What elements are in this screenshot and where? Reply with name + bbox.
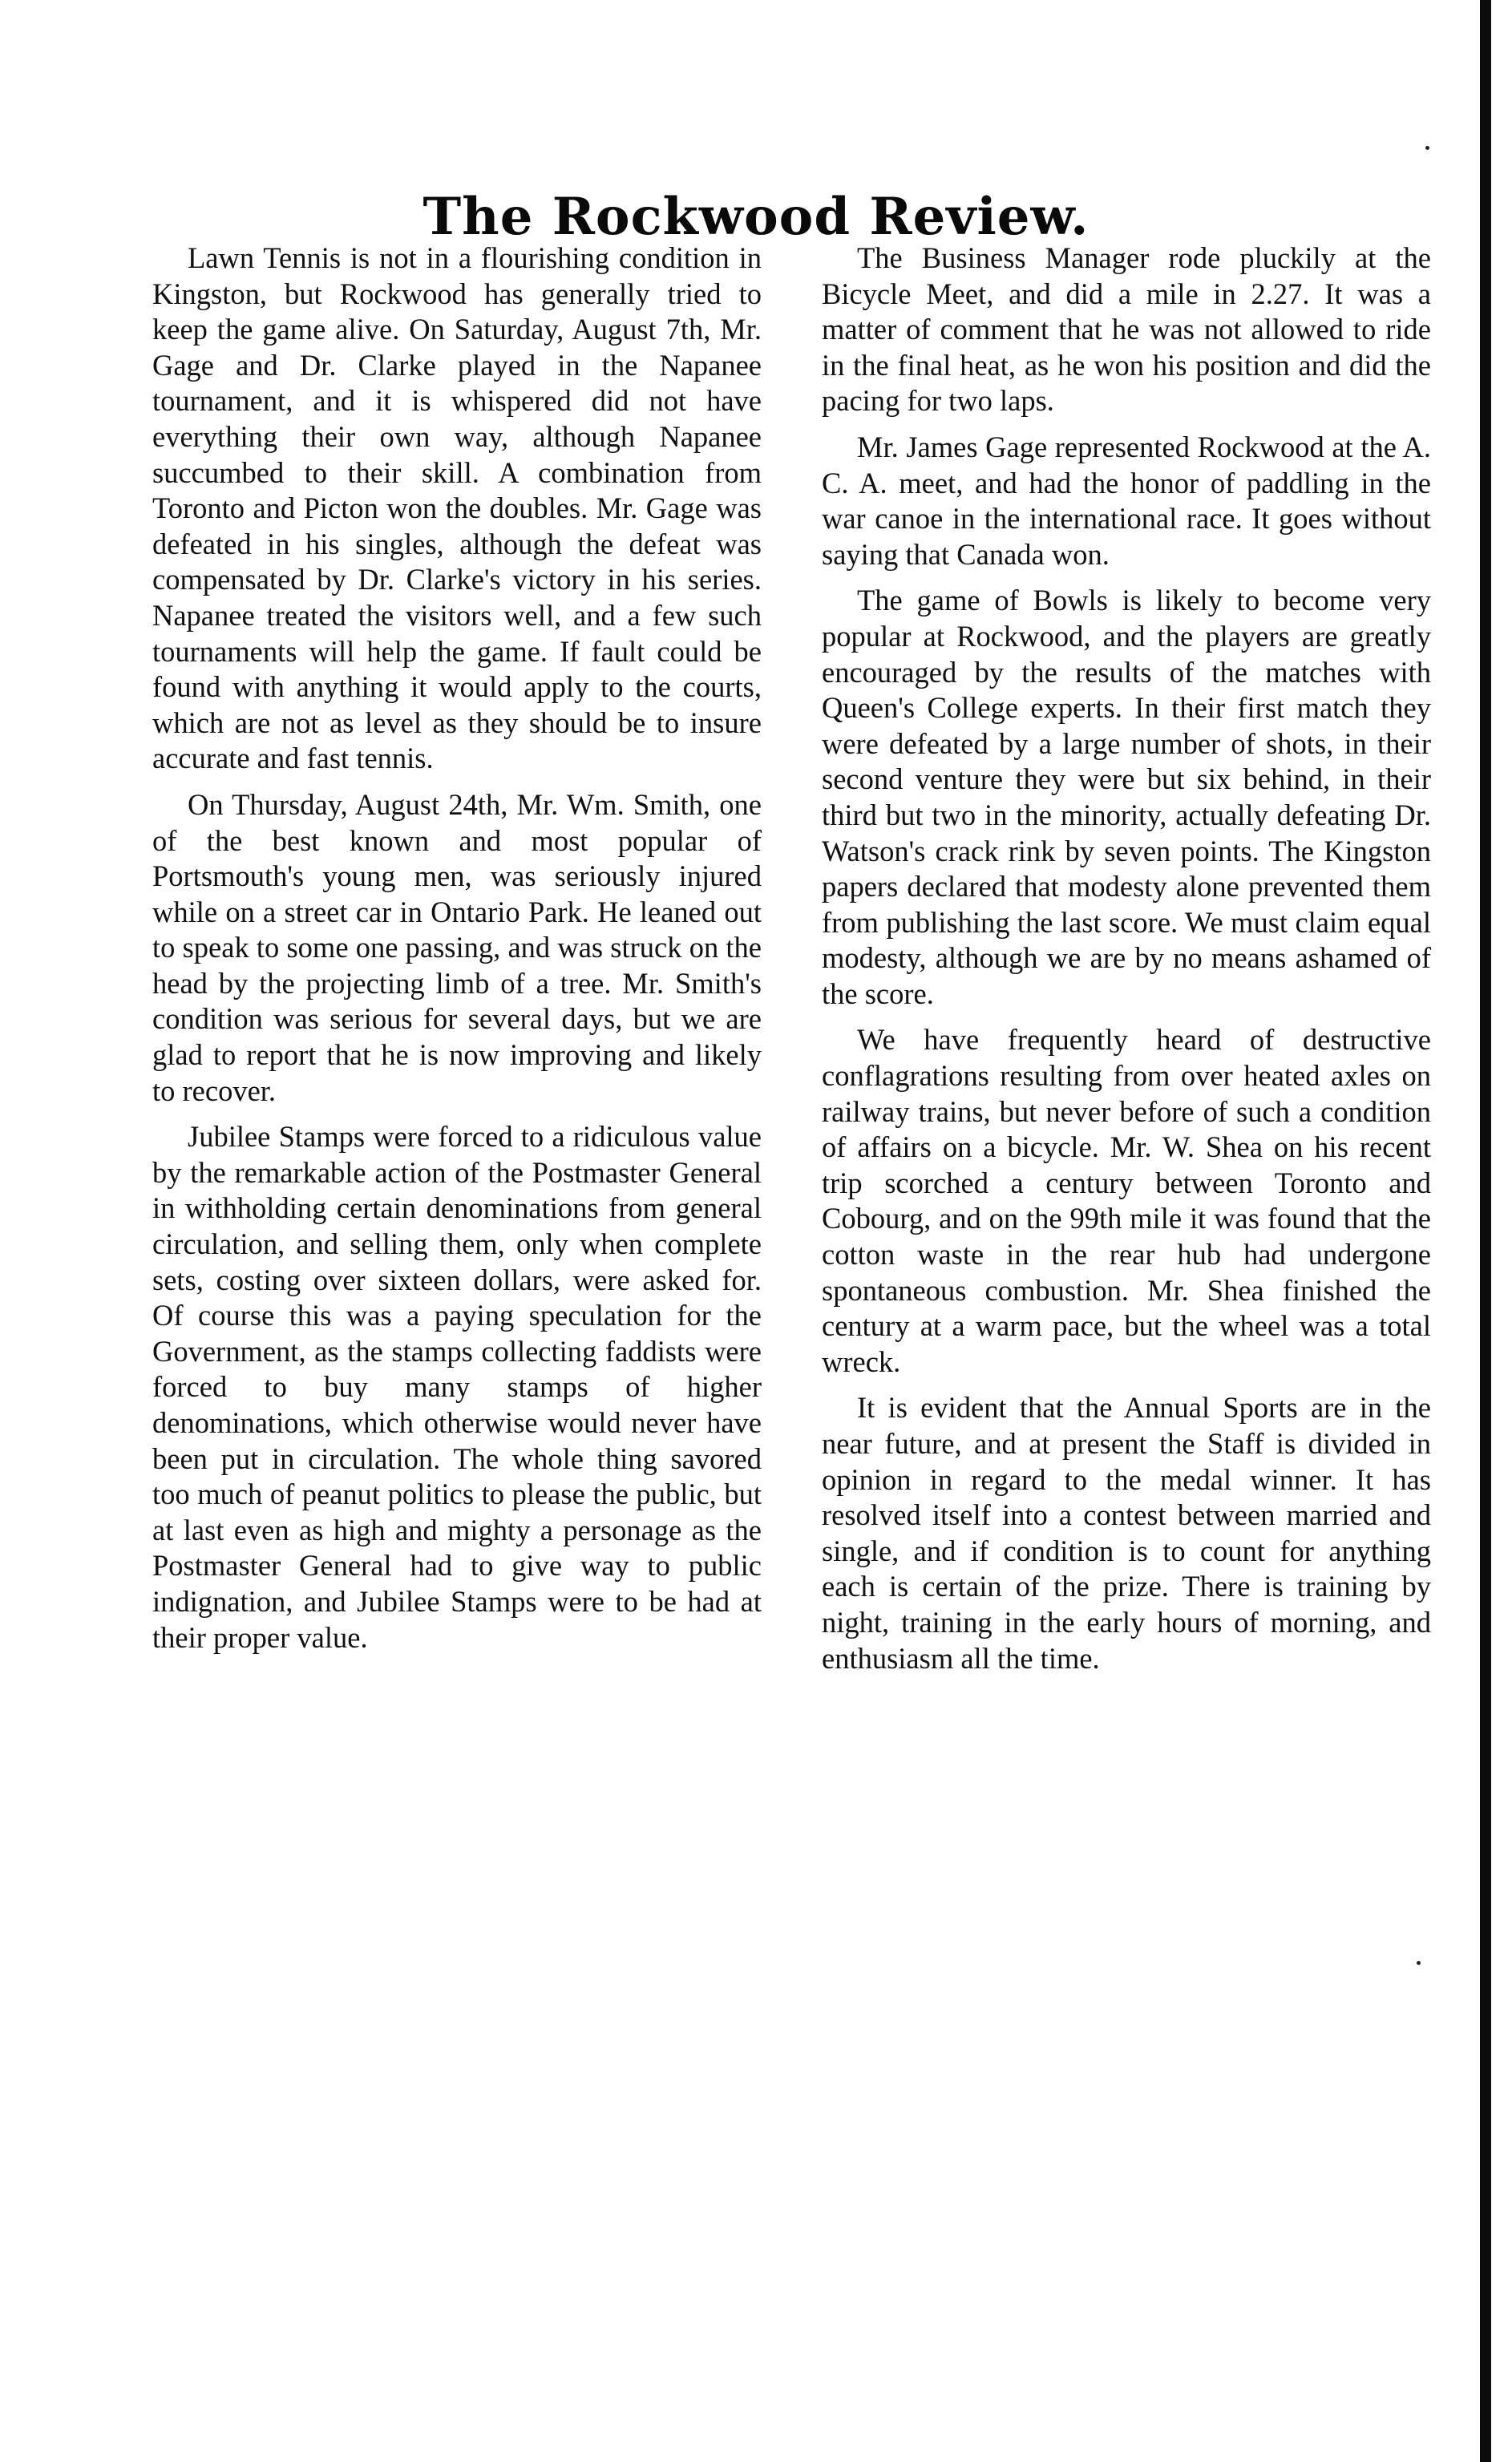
paragraph-aca-meet: Mr. James Gage represented Rockwood at the A. C. A. meet, and had the honor of paddling in the war canoe in the international race. It goes without saying that Canada won. — [822, 430, 1431, 571]
page-edge-bar — [1480, 0, 1491, 2462]
left-column — [152, 241, 762, 1655]
paragraph-smith-injury: On Thursday, August 24th, Mr. Wm. Smith, one of the best known and most popular of Portsmouth's young men, was seriously injured while on a street car in Ontario Park. He leaned out to speak to some one passing, and was struck on the head by the projecting limb of a tree. Mr. Smith's condition was serious for several days, but we are glad to report that he is now improving and likely to recover. — [152, 787, 762, 1107]
right-column — [822, 241, 1431, 1676]
print-speck — [1425, 146, 1429, 150]
paragraph-annual-sports: It is evident that the Annual Sports are in the near future, and at present the Staff is divided in opinion in regard to the medal winner. It has resolved itself into a contest between married and single, and if condition is to count for anything each is certain of the prize. There is training by night, training in the early hours of morning, and enthusiasm all the time. — [822, 1391, 1431, 1675]
paragraph-bicycle-meet: The Business Manager rode pluckily at the Bicycle Meet, and did a mile in 2.27. It was a matter of comment that he was not allowed to ride in the final heat, as he won his position and did the pacing for two laps. — [822, 241, 1431, 418]
paragraph-bowls: The game of Bowls is likely to become very popular at Rockwood, and the players are greatly encouraged by the results of the matches with Queen's College experts. In their first match they were defeated by a large number of shots, in their second venture they were but six behind, in their third but two in the minority, actually defeating Dr. Watson's crack rink by seven points. The Kingston papers declared that modesty alone prevented them from publishing the last score. We must claim equal modesty, although we are by no means ashamed of the score. — [822, 584, 1431, 1010]
print-speck — [1417, 1961, 1421, 1965]
paragraph-bicycle-fire: We have frequently heard of destructive conflagrations resulting from over heated axles on railway trains, but never before of such a condition of affairs on a bicycle. Mr. W. Shea on his recent trip scorched a century between Toronto and Cobourg, and on the 99th mile it was found that the cotton waste in the rear hub had undergone spontaneous combustion. Mr. Shea finished the century at a warm pace, but the wheel was a total wreck. — [822, 1023, 1431, 1378]
masthead-title: The Rockwood Review. — [422, 186, 1090, 247]
paragraph-lawn-tennis: Lawn Tennis is not in a flourishing condition in Kingston, but Rockwood has generally tried to keep the game alive. On Saturday, August 7th, Mr. Gage and Dr. Clarke played in the Napanee tournament, and it is whispered did not have everything their own way, although Napanee succumbed to their skill. A combination from Toronto and Picton won the doubles. Mr. Gage was defeated in his singles, although the defeat was compensated by Dr. Clarke's victory in his series. Napanee treated the visitors well, and a few such tournaments will help the game. If fault could be found with anything it would apply to the courts, which are not as level as they should be to insure accurate and fast tennis. — [152, 241, 762, 775]
paragraph-jubilee-stamps: Jubilee Stamps were forced to a ridiculous value by the remarkable action of the Postmaster General in withholding certain denominations from general circulation, and selling them, only when complete sets, costing over sixteen dollars, were asked for. Of course this was a paying speculation for the Government, as the stamps collecting faddists were forced to buy many stamps of higher denominations, which otherwise would never have been put in circulation. The whole thing savored too much of peanut politics to please the public, but at last even as high and mighty a personage as the Postmaster General had to give way to public indignation, and Jubilee Stamps were to be had at their proper value. — [152, 1120, 762, 1654]
